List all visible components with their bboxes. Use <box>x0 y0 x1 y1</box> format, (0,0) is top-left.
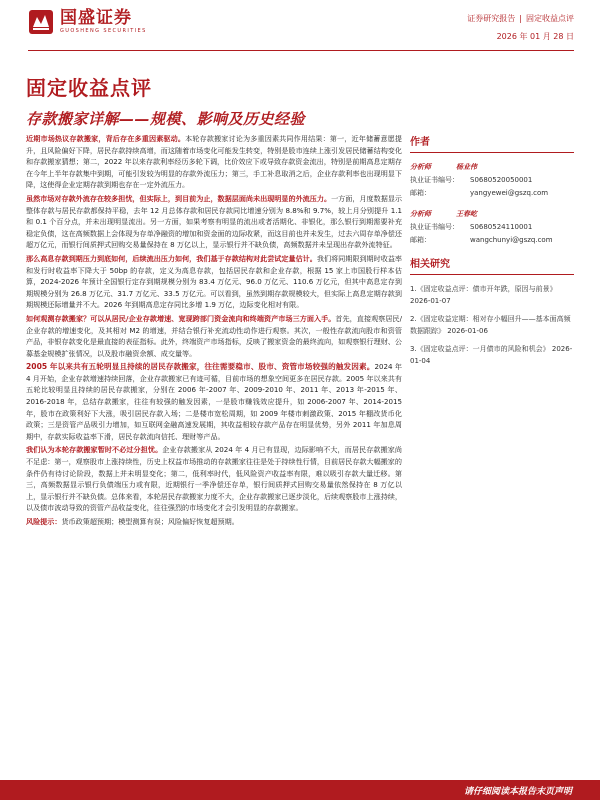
p5-lead: 2005 年以来共有五轮明显且持续的居民存款搬家，往往需要稳市、股市、资管市场较强的触发因素。 <box>26 362 375 372</box>
risk-body: 货币政策超预期；模型测算有误；风险偏好恢复超预期。 <box>61 517 239 526</box>
p1-body: 本轮存款搬家讨论为多重因素共同作用结果：第一，近年储蓄意愿提升，且风险偏好下降，居民存款持续高增，而这随着市场变化可能发生转变，特别是股市连续上涨引发居民储蓄结构变化和存款搬家猜想；第二，2022 年以来存款利率经历多轮下调，比价效应下或导致存款资金流出，特别是前期高息定期存在今年上半年存款集中到期，可能引发较为明显的存款外流压力；第三，手工补息取消之后，企业存款利率也出现明显下降，这使得企业定期存款到期也存在一定外流压力。 <box>26 134 403 190</box>
p6-lead: 我们认为本轮存款搬家暂时不必过分担忧。 <box>26 445 163 455</box>
email-label: 邮箱： <box>410 189 431 197</box>
p5-body: 2024 年 4 月开始，企业存款增速持续回落，企业存款搬家已有迹可循，目前市场的想象空间更多在居民存款。2005 年以来共有五轮比较明显且持续的居民存款搬家，分别在 2006 年-2007 年、2009-2010 年、2011 年、2013 年-2015 年、2016-2018 年，总结存款搬家，往往有较强的触发因素，一是股市赚钱效应提升，如 2006-2007 年、2014-2015 年，股市在政策利好下大涨，吸引居民存款入场；二是楼市宽松周期，如 2009 年楼市刺激政策、2015 年棚改货币化政策；三是资管产品吸引力增加，如互联网金融高速发展期，其收益相较存款产品存在明显优势，另外 2011 年加息周期中，存款实际收益率下滑，居民存款流向信托、理财等产品。 <box>26 362 402 441</box>
p4-lead: 如何观测存款搬家？可以从居民/企业存款增速、宽现跨部门资金流向和终端资产市场三方面入手。 <box>26 313 336 323</box>
p2-lead: 虽然市场对存款外流存在较多担忧，但实际上，到目前为止，数据层面尚未出现明显的外流压力。 <box>26 193 332 203</box>
report-subtype: 固定收益点评 <box>526 14 574 23</box>
related-heading: 相关研究 <box>410 255 574 275</box>
cert-label: 执业证书编号： <box>410 223 459 231</box>
paragraph-5 <box>26 361 402 442</box>
analyst-name: 王春屹 <box>456 210 477 218</box>
risk-note <box>26 516 402 528</box>
risk-lead: 风险提示： <box>26 517 62 526</box>
analyst-role: 分析师 <box>410 163 431 171</box>
related-item[interactable]: 2.《固定收益定期：相对存小幅回升——基本面高频数据跟踪》 2026-01-06 <box>410 315 571 335</box>
sidebar <box>410 133 574 373</box>
report-type-line <box>467 13 574 24</box>
report-header <box>0 0 600 52</box>
p4-body: 首先，直接观察居民/企业存款的增速变化，及其相对 M2 的增速，并结合银行补充流动性动作进行观察。其次，一般性存款流向股市和资管产品，非银存款变化是最直接的表征指标。此外，终端资产市场指标，反映了搬家资金的最终流向，如观察银行理财、公募基金规模扩张情况，以及股市融资余额、成交量等。 <box>26 313 403 358</box>
p6-body: 企业存款搬家从 2024 年 4 月已有显现，边际影响不大，而居民存款搬家尚不足虑：第一，观察股市上涨持续性，历史上权益市场推动的存款搬家往往是处于持续性行情，目前居民存款大幅搬家的条件仍有待讨论阶段，数据上并未明显变化；第二，低利率时代，低风险资产收益率有限，难以吸引存款大量迁移。第三，高频数据显示银行负债端压力或有限，近期银行一季净偿还存单，银行间质押式回购交易量依然保持在 8 万亿以上，显示银行并不缺负债。总体来看，本轮居民存款搬家力度不大，企业存款搬家已逐步淡化，后续观察股市上涨持续，以及债市波动导致的资管产品收益变化，往往强烈的市场变化才会引发明显的存款搬家。 <box>26 445 403 513</box>
related-item[interactable]: 1.《固定收益点评：债市开年跌，原因与前景》 2026-01-07 <box>410 285 557 305</box>
p2-body: 一方面，月度数据显示整体存款与居民存款都保持平稳，去年 12 月总体存款和居民存款同比增速分别为 8.8%和 9.7%，较上月分别提升 1.1 和 0.1 个百分点，并未出现明显流出。另一方面，如果考察有明显的流出或者活期化、非银化，那么银行到期需要补充稳定负债，这在高频数据上会体现为存单净融资的增加和资金面的边际收紧，而这目前也并未发生，过去六周存单净偿还超万亿元，而银行间质押式回购交易量保持在 8 万亿以上，显示银行并不缺负债，高频数据并未呈现出存款外流特征。 <box>26 193 403 250</box>
analyst-card <box>410 161 574 200</box>
paragraph-4 <box>26 313 402 359</box>
p3-lead: 那么高息存款到期压力到底如何，后续流出压力如何，我们基于存款结构对此尝试定量估计。 <box>26 253 317 263</box>
paragraph-2 <box>26 193 402 251</box>
company-logo <box>28 9 147 35</box>
footer-disclaimer: 请仔细阅读本报告末页声明 <box>463 787 572 797</box>
p3-body: 我们将同期限到期时收益率和发行时收益率下降大于 50bp 的存款，定义为高息存款，包括居民存款和企业存款，根据 15 家上市国股行样本估算，2024-2026 年预计全国银行定存到期规模分别为 83.4 万亿元、96.0 万亿元、110.6 万亿元，但其中高息定存到期规模分别为 26.8 万亿元、31.7 万亿元、33.5 万亿元。可以看到，虽然到期存款规模较大，但实际上高息定期存款到期规模还际增量并不大。2026 年到期高息定存同比多增 1.9 万亿，边际变化相对有限。 <box>26 253 403 310</box>
analyst-card <box>410 208 574 247</box>
paragraph-3 <box>26 253 402 311</box>
email-label: 邮箱： <box>410 236 431 244</box>
header-separator: | <box>519 14 522 23</box>
footer-bar <box>0 780 600 800</box>
cert-label: 执业证书编号： <box>410 176 459 184</box>
paragraph-1 <box>26 133 402 191</box>
analyst-name: 杨业伟 <box>456 163 477 171</box>
report-type: 证券研究报告 <box>467 14 516 23</box>
p1-lead: 近期市场热议存款搬家，背后存在多重因素驱动。 <box>26 134 186 143</box>
report-date: 2026 年 01 月 28 日 <box>496 32 574 41</box>
analyst-role: 分析师 <box>410 210 431 218</box>
header-rule <box>28 50 574 51</box>
logo-icon <box>28 9 54 35</box>
doc-category: 固定收益点评 <box>26 76 152 100</box>
main-body <box>26 133 402 530</box>
cert-number: S0680524110001 <box>470 223 533 231</box>
logo-en: GUOSHENG SECURITIES <box>60 28 147 34</box>
related-list <box>410 283 574 367</box>
related-item[interactable]: 3.《固定收益点评：一月债市的风险和机会》 2026-01-04 <box>410 345 573 365</box>
logo-cn: 国盛证券 <box>60 8 132 28</box>
authors-heading: 作者 <box>410 133 574 153</box>
analyst-email[interactable]: wangchunyi@gszq.com <box>470 236 553 244</box>
analyst-email[interactable]: yangyewei@gszq.com <box>470 189 549 197</box>
cert-number: S0680520050001 <box>470 176 533 184</box>
paragraph-6 <box>26 444 402 514</box>
doc-title: 存款搬家详解——规模、影响及历史经验 <box>26 110 306 128</box>
